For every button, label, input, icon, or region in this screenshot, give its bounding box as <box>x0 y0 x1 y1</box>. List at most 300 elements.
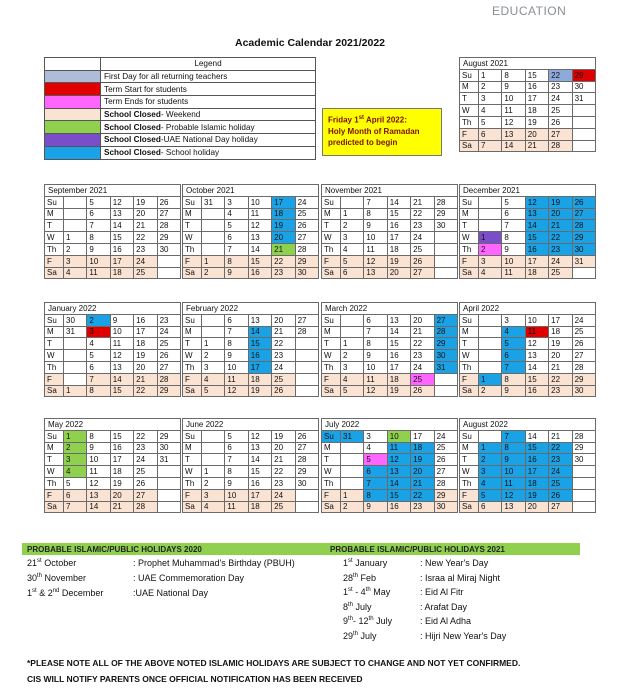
holiday-name: :UAE National Day <box>133 588 209 598</box>
date-cell: 22 <box>134 430 157 442</box>
day-label: W <box>460 466 479 478</box>
day-label: Su <box>183 430 202 442</box>
date-cell: 29 <box>434 208 457 220</box>
date-cell: 25 <box>272 501 295 513</box>
day-label: W <box>460 232 479 244</box>
day-label: W <box>460 350 479 362</box>
holiday-date: 1st - 4th May <box>343 587 391 598</box>
date-cell: 17 <box>110 454 133 466</box>
date-cell: 9 <box>87 442 110 454</box>
holiday-name: : Eid Al Fitr <box>420 587 464 598</box>
date-cell: 17 <box>525 466 548 478</box>
date-cell: 9 <box>110 314 133 326</box>
month-calendar <box>459 418 596 513</box>
date-cell: 29 <box>434 489 457 501</box>
date-cell: 7 <box>64 501 87 513</box>
date-cell: 1 <box>479 69 502 81</box>
date-cell: 15 <box>110 232 133 244</box>
date-cell: 21 <box>272 326 295 338</box>
date-cell <box>341 454 364 466</box>
week-row <box>322 196 458 208</box>
date-cell: 29 <box>572 232 595 244</box>
month-title: January 2022 <box>45 303 181 315</box>
date-cell <box>434 243 457 255</box>
holidays-2021-header: PROBABLE ISLAMIC/PUBLIC HOLIDAYS 2021 <box>325 543 580 555</box>
date-cell: 16 <box>110 243 133 255</box>
holiday-date: 1st January <box>343 558 388 568</box>
date-cell: 1 <box>202 255 225 267</box>
date-cell <box>202 208 225 220</box>
date-cell: 14 <box>502 140 525 152</box>
week-row <box>183 326 319 338</box>
date-cell <box>572 501 595 513</box>
week-row <box>460 501 596 513</box>
date-cell: 24 <box>157 326 180 338</box>
date-cell: 4 <box>502 326 525 338</box>
date-cell: 20 <box>549 350 572 362</box>
week-row <box>45 454 181 466</box>
legend-swatch <box>45 70 101 83</box>
day-label: M <box>183 442 202 454</box>
date-cell <box>572 140 595 152</box>
day-label: Su <box>322 430 341 442</box>
date-cell: 4 <box>64 466 87 478</box>
legend-swatch <box>45 121 101 134</box>
holiday-date: 8th July <box>343 601 372 612</box>
day-label: Sa <box>45 501 64 513</box>
date-cell: 2 <box>64 442 87 454</box>
week-row <box>45 385 181 397</box>
date-cell: 28 <box>572 430 595 442</box>
date-cell: 11 <box>364 243 387 255</box>
date-cell: 18 <box>272 208 295 220</box>
date-cell: 20 <box>272 232 295 244</box>
month-title: June 2022 <box>183 419 319 431</box>
holiday-name: : UAE Commemoration Day <box>133 573 245 583</box>
day-label: F <box>322 489 341 501</box>
date-cell: 16 <box>525 81 548 93</box>
date-cell: 24 <box>549 466 572 478</box>
week-row <box>322 442 458 454</box>
day-label: Su <box>460 430 479 442</box>
date-cell: 26 <box>295 220 318 232</box>
date-cell: 23 <box>549 385 572 397</box>
date-cell: 8 <box>502 442 525 454</box>
date-cell: 28 <box>549 140 572 152</box>
date-cell: 27 <box>572 350 595 362</box>
week-row <box>322 385 458 397</box>
date-cell: 19 <box>549 196 572 208</box>
date-cell: 21 <box>110 501 133 513</box>
date-cell: 5 <box>502 338 525 350</box>
date-cell: 22 <box>549 442 572 454</box>
date-cell: 22 <box>549 69 572 81</box>
week-row <box>183 243 319 255</box>
week-row <box>460 385 596 397</box>
day-label: T <box>460 93 479 105</box>
day-label: Th <box>460 243 479 255</box>
date-cell: 9 <box>502 385 525 397</box>
week-row <box>183 489 319 501</box>
week-row <box>322 232 458 244</box>
day-label: Sa <box>183 267 202 279</box>
date-cell: 11 <box>502 477 525 489</box>
date-cell: 2 <box>202 350 225 362</box>
day-label: W <box>183 232 202 244</box>
week-row <box>460 267 596 279</box>
day-label: Su <box>460 196 479 208</box>
date-cell: 15 <box>387 489 410 501</box>
date-cell: 9 <box>225 477 248 489</box>
day-label: Th <box>45 243 64 255</box>
week-row <box>460 373 596 385</box>
date-cell: 28 <box>157 220 180 232</box>
date-cell <box>572 267 595 279</box>
date-cell: 25 <box>295 208 318 220</box>
week-row <box>322 243 458 255</box>
date-cell: 11 <box>225 373 248 385</box>
date-cell <box>434 373 457 385</box>
date-cell: 23 <box>272 477 295 489</box>
date-cell: 18 <box>525 105 548 117</box>
date-cell <box>64 373 87 385</box>
date-cell: 16 <box>248 350 271 362</box>
date-cell: 5 <box>364 454 387 466</box>
date-cell <box>295 338 318 350</box>
date-cell: 22 <box>134 232 157 244</box>
date-cell: 4 <box>364 442 387 454</box>
date-cell: 4 <box>225 208 248 220</box>
date-cell: 3 <box>479 255 502 267</box>
day-label: W <box>322 350 341 362</box>
date-cell <box>64 338 87 350</box>
date-cell: 1 <box>64 232 87 244</box>
date-cell: 3 <box>341 361 364 373</box>
date-cell: 29 <box>572 69 595 81</box>
date-cell: 14 <box>248 326 271 338</box>
date-cell: 8 <box>225 338 248 350</box>
legend-item <box>45 146 316 159</box>
week-row <box>322 267 458 279</box>
date-cell: 13 <box>502 128 525 140</box>
day-label: Sa <box>183 385 202 397</box>
week-row <box>183 442 319 454</box>
date-cell: 6 <box>479 128 502 140</box>
date-cell: 18 <box>248 501 271 513</box>
day-label: Th <box>322 361 341 373</box>
date-cell: 29 <box>157 430 180 442</box>
date-cell: 31 <box>341 430 364 442</box>
week-row <box>45 196 181 208</box>
date-cell: 13 <box>387 466 410 478</box>
week-row <box>460 232 596 244</box>
date-cell: 13 <box>248 232 271 244</box>
week-row <box>460 361 596 373</box>
date-cell: 28 <box>434 196 457 208</box>
date-cell: 30 <box>295 477 318 489</box>
date-cell: 7 <box>87 220 110 232</box>
week-row <box>322 466 458 478</box>
week-row <box>183 385 319 397</box>
day-label: T <box>45 338 64 350</box>
week-row <box>45 489 181 501</box>
date-cell <box>479 220 502 232</box>
date-cell: 23 <box>134 442 157 454</box>
date-cell: 27 <box>295 442 318 454</box>
day-label: Th <box>183 361 202 373</box>
date-cell: 31 <box>64 326 87 338</box>
week-row <box>183 477 319 489</box>
date-cell: 17 <box>272 196 295 208</box>
date-cell: 25 <box>549 477 572 489</box>
date-cell: 7 <box>364 326 387 338</box>
date-cell: 30 <box>434 501 457 513</box>
holiday-name: : Prophet Muhammad's Birthday (PBUH) <box>133 558 295 568</box>
date-cell: 8 <box>502 373 525 385</box>
day-label: Su <box>322 314 341 326</box>
date-cell: 18 <box>411 442 434 454</box>
date-cell: 6 <box>64 489 87 501</box>
week-row <box>183 466 319 478</box>
month-title: August 2022 <box>460 419 596 431</box>
date-cell: 30 <box>434 350 457 362</box>
date-cell: 17 <box>549 314 572 326</box>
date-cell: 25 <box>134 466 157 478</box>
date-cell: 25 <box>134 267 157 279</box>
date-cell <box>479 350 502 362</box>
week-row <box>183 232 319 244</box>
date-cell: 26 <box>157 196 180 208</box>
date-cell: 6 <box>364 466 387 478</box>
date-cell: 5 <box>64 477 87 489</box>
date-cell: 11 <box>87 466 110 478</box>
week-row <box>460 314 596 326</box>
day-label: M <box>45 208 64 220</box>
date-cell: 14 <box>525 430 548 442</box>
holiday-date: 1st & 2nd December <box>27 588 104 598</box>
date-cell: 18 <box>549 326 572 338</box>
date-cell: 8 <box>225 255 248 267</box>
legend-label: School Closed- School holiday <box>101 146 316 159</box>
day-label: F <box>183 489 202 501</box>
day-label: F <box>45 373 64 385</box>
date-cell: 11 <box>364 373 387 385</box>
date-cell: 23 <box>549 243 572 255</box>
date-cell: 4 <box>202 501 225 513</box>
date-cell: 16 <box>387 501 410 513</box>
date-cell: 13 <box>502 501 525 513</box>
day-label: M <box>183 326 202 338</box>
date-cell: 8 <box>364 489 387 501</box>
date-cell: 17 <box>134 326 157 338</box>
week-row <box>460 81 596 93</box>
date-cell: 4 <box>479 267 502 279</box>
date-cell: 1 <box>341 338 364 350</box>
date-cell: 19 <box>411 454 434 466</box>
date-cell: 23 <box>549 454 572 466</box>
week-row <box>460 105 596 117</box>
date-cell: 27 <box>434 314 457 326</box>
date-cell <box>64 208 87 220</box>
date-cell: 14 <box>387 196 410 208</box>
date-cell: 16 <box>525 454 548 466</box>
week-row <box>460 128 596 140</box>
date-cell: 30 <box>434 220 457 232</box>
date-cell: 29 <box>572 442 595 454</box>
date-cell: 19 <box>110 477 133 489</box>
date-cell: 11 <box>502 267 525 279</box>
day-label: Sa <box>322 501 341 513</box>
date-cell <box>202 220 225 232</box>
date-cell: 5 <box>202 385 225 397</box>
date-cell: 19 <box>387 255 410 267</box>
date-cell: 20 <box>525 501 548 513</box>
date-cell <box>572 105 595 117</box>
legend-item <box>45 83 316 96</box>
date-cell: 15 <box>248 466 271 478</box>
week-row <box>45 442 181 454</box>
day-label: Su <box>460 69 479 81</box>
day-label: M <box>322 442 341 454</box>
week-row <box>183 373 319 385</box>
month-calendar <box>182 302 319 397</box>
day-label: T <box>460 220 479 232</box>
date-cell: 7 <box>502 220 525 232</box>
week-row <box>460 350 596 362</box>
day-label: Sa <box>45 267 64 279</box>
date-cell: 7 <box>502 361 525 373</box>
day-label: F <box>183 255 202 267</box>
date-cell: 2 <box>64 243 87 255</box>
legend-label: Term Start for students <box>101 83 316 96</box>
date-cell: 4 <box>479 105 502 117</box>
week-row <box>322 454 458 466</box>
week-row <box>460 466 596 478</box>
date-cell: 21 <box>272 454 295 466</box>
date-cell <box>157 501 180 513</box>
date-cell <box>157 255 180 267</box>
week-row <box>460 243 596 255</box>
date-cell: 6 <box>364 314 387 326</box>
date-cell: 30 <box>572 454 595 466</box>
date-cell: 28 <box>134 501 157 513</box>
date-cell <box>479 208 502 220</box>
date-cell: 15 <box>387 338 410 350</box>
date-cell: 26 <box>411 385 434 397</box>
date-cell: 12 <box>525 196 548 208</box>
date-cell: 8 <box>364 338 387 350</box>
date-cell: 8 <box>502 232 525 244</box>
day-label: T <box>183 220 202 232</box>
day-label: Th <box>45 477 64 489</box>
day-label: Th <box>460 361 479 373</box>
day-label: T <box>183 454 202 466</box>
date-cell: 2 <box>341 501 364 513</box>
date-cell: 3 <box>479 93 502 105</box>
date-cell: 4 <box>64 267 87 279</box>
holiday-date: 9th- 12th July <box>343 616 393 627</box>
week-row <box>183 350 319 362</box>
date-cell: 15 <box>110 385 133 397</box>
date-cell <box>572 489 595 501</box>
date-cell: 19 <box>387 385 410 397</box>
week-row <box>45 466 181 478</box>
date-cell: 10 <box>87 454 110 466</box>
date-cell: 2 <box>87 314 110 326</box>
day-label: Th <box>460 477 479 489</box>
date-cell: 8 <box>225 466 248 478</box>
date-cell: 14 <box>87 501 110 513</box>
date-cell: 4 <box>341 243 364 255</box>
legend-item <box>45 108 316 121</box>
date-cell: 28 <box>434 477 457 489</box>
legend-label: Term Ends for students <box>101 96 316 109</box>
week-row <box>45 430 181 442</box>
date-cell: 7 <box>225 454 248 466</box>
date-cell: 30 <box>572 81 595 93</box>
date-cell: 20 <box>272 314 295 326</box>
date-cell: 17 <box>248 489 271 501</box>
date-cell: 8 <box>87 385 110 397</box>
date-cell: 28 <box>572 220 595 232</box>
legend-item <box>45 134 316 147</box>
date-cell: 12 <box>525 338 548 350</box>
legend-label: First Day for all returning teachers <box>101 70 316 83</box>
date-cell: 22 <box>411 338 434 350</box>
date-cell: 15 <box>525 442 548 454</box>
week-row <box>322 255 458 267</box>
week-row <box>45 208 181 220</box>
date-cell <box>202 232 225 244</box>
date-cell: 9 <box>364 220 387 232</box>
day-label: Su <box>322 196 341 208</box>
date-cell: 22 <box>411 208 434 220</box>
date-cell: 9 <box>502 243 525 255</box>
holiday-date: 30th November <box>27 573 87 583</box>
date-cell: 3 <box>502 314 525 326</box>
date-cell: 7 <box>364 477 387 489</box>
date-cell: 17 <box>525 255 548 267</box>
date-cell <box>64 220 87 232</box>
date-cell: 8 <box>364 208 387 220</box>
date-cell: 25 <box>411 373 434 385</box>
date-cell: 26 <box>572 196 595 208</box>
date-cell: 10 <box>364 232 387 244</box>
week-row <box>460 477 596 489</box>
date-cell <box>202 454 225 466</box>
date-cell: 29 <box>572 373 595 385</box>
date-cell: 23 <box>157 314 180 326</box>
date-cell: 21 <box>549 220 572 232</box>
week-row <box>183 361 319 373</box>
date-cell: 1 <box>341 489 364 501</box>
week-row <box>460 255 596 267</box>
week-row <box>322 350 458 362</box>
date-cell: 22 <box>272 466 295 478</box>
date-cell: 23 <box>134 243 157 255</box>
date-cell: 27 <box>157 208 180 220</box>
date-cell <box>341 477 364 489</box>
legend-header: Legend <box>101 58 316 71</box>
date-cell: 4 <box>479 477 502 489</box>
date-cell: 6 <box>225 232 248 244</box>
day-label: M <box>45 326 64 338</box>
date-cell: 22 <box>134 385 157 397</box>
week-row <box>183 208 319 220</box>
date-cell: 30 <box>295 267 318 279</box>
date-cell: 27 <box>295 314 318 326</box>
day-label: Sa <box>183 501 202 513</box>
